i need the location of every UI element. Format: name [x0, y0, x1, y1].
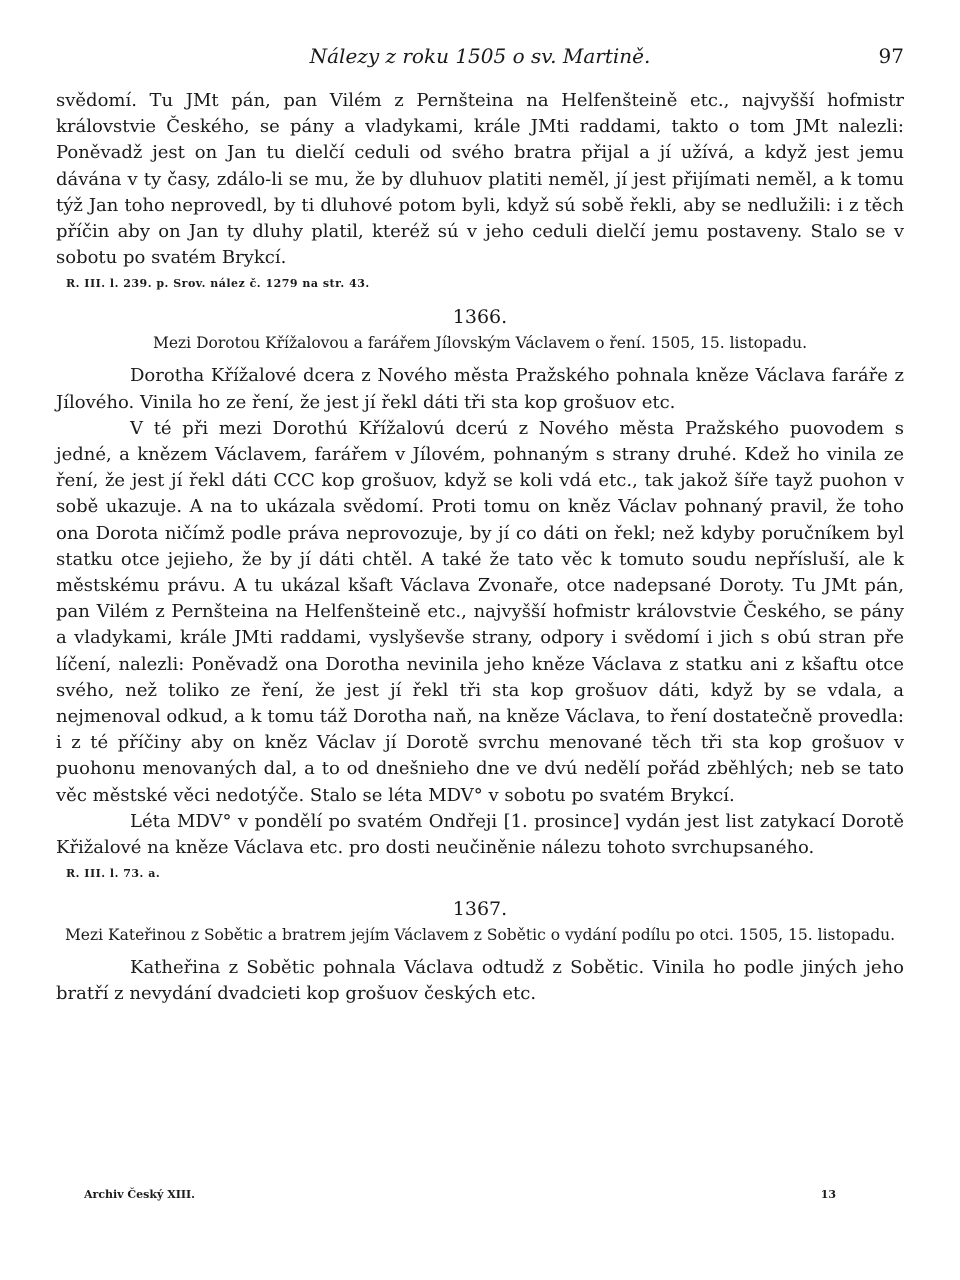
entry-number: 1367. — [452, 898, 508, 921]
page-footer — [84, 1184, 836, 1206]
entry-paragraph: Dorotha Křížalové dcera z Nového města Pražského pohnala kněze Václava faráře z Jílového. Vinila ho ze ření, že jest jí řekl dáti tři sta kop grošuov etc. — [56, 365, 904, 413]
continuation-paragraph: svědomí. Tu JMt pán, pan Vilém z Pernšteina na Helfenšteině etc., najvyšší hofmistr královstvie Českého, se pány a vladykami, krále JMti raddami, takto o tom JMt nalezli: Poněvadž jest on Jan tu dielčí ceduli od svého bratra přijal a jí užívá, a když jest jemu dávána v ty časy, zdálo-li se mu, že by dluhuov platiti neměl, jí jest přijímati neměl, a k tomu týž Jan toho neprovedl, by ti dluhové potom byli, když sú sobě řekli, aby se nedlužili: i z těch příčin aby on Jan ty dluhy platil, kteréž sú v jeho ceduli dielčí jemu postaveny. Stalo se v sobotu po svatém Brykcí. — [56, 90, 904, 269]
entry-regest: Mezi Dorotou Křížalovou a farářem Jílovským Václavem o ření. 1505, 15. listopadu. — [152, 334, 808, 353]
entry-regest: Mezi Kateřinou z Sobětic a bratrem jejím Václavem z Sobětic o vydání podílu po otci. 1505, 15. listopadu. — [64, 926, 896, 945]
entry-paragraph: V té při mezi Dorothú Křížalovú dcerú z Nového města Pražského puovodem s jedné, a knězem Václavem, farářem v Jílovém, pohnaným s strany druhé. Kdež ho vinila ze ření, že jest jí řekl dáti CCC kop grošuov, když se koli vdá etc., tak jakož šíře tayž puohon v sobě ukazuje. A na to ukázala svědomí. Proti tomu on kněz Václav pohnaný pravil, že toho ona Dorota ničímž podle práva neprovozuje, by jí co dáti on řekl; než kdyby poručníkem byl statku otce jejieho, že by jí dáti chtěl. A také že tato věc k tomuto soudu nepřísluší, ale k městskému právu. A tu ukázal kšaft Václava Zvonaře, otce nadepsané Doroty. Tu JMt pán, pan Vilém z Pernšteina na Helfenšteině etc., najvyšší hofmistr královstvie Českého, se pány a vladykami, krále JMti raddami, vyslyševše strany, odpory i svědomí i jich s obú stran pře líčení, nalezli: Poněvadž ona Dorotha nevinila jeho kněze Václava z statku ani z kšaftu otce svého, než toliko ze ření, že jest jí řekl tři sta kop grošuov dáti, když by se vdala, a nejmenoval odkud, a k tomu táž Dorotha naň, na kněze Václava, to ření dostatečně provedla: i z té příčiny aby on kněz Václav jí Dorotě svrchu menované těch tři sta kop grošuov v puohonu menovaných dal, a to od dnešnieho dne ve dvú nedělí pořád zběhlých; neb se tato věc městské věci nedotýče. Stalo se léta MDV° v sobotu po svatém Brykcí. — [56, 417, 904, 806]
entry-number: 1366. — [452, 306, 508, 329]
entry-1367 — [56, 895, 904, 1007]
volume-signature: Archiv Český XIII. — [84, 1188, 196, 1201]
page-header — [56, 40, 904, 72]
entry-paragraph: Katheřina z Sobětic pohnala Václava odtudž z Sobětic. Vinila ho podle jiných jeho bratří z nevydání dvadcieti kop grošuov českých etc. — [56, 957, 904, 1005]
running-title: Nálezy z roku 1505 o sv. Martině. — [309, 44, 651, 68]
source-reference: R. III. l. 73. a. — [66, 867, 161, 881]
entry-1366 — [56, 303, 904, 885]
sheet-signature: 13 — [820, 1188, 836, 1201]
page-number: 97 — [878, 44, 904, 68]
source-reference: R. III. l. 239. p. Srov. nález č. 1279 na str. 43. — [66, 277, 370, 291]
entry-paragraph: Léta MDV° v pondělí po svatém Ondřeji [1. prosince] vydán jest list zatykací Dorotě Křižalové na kněze Václava etc. pro dosti neučiněnie nálezu tohoto svrchupsaného. — [56, 810, 904, 859]
page-body — [56, 88, 904, 1008]
